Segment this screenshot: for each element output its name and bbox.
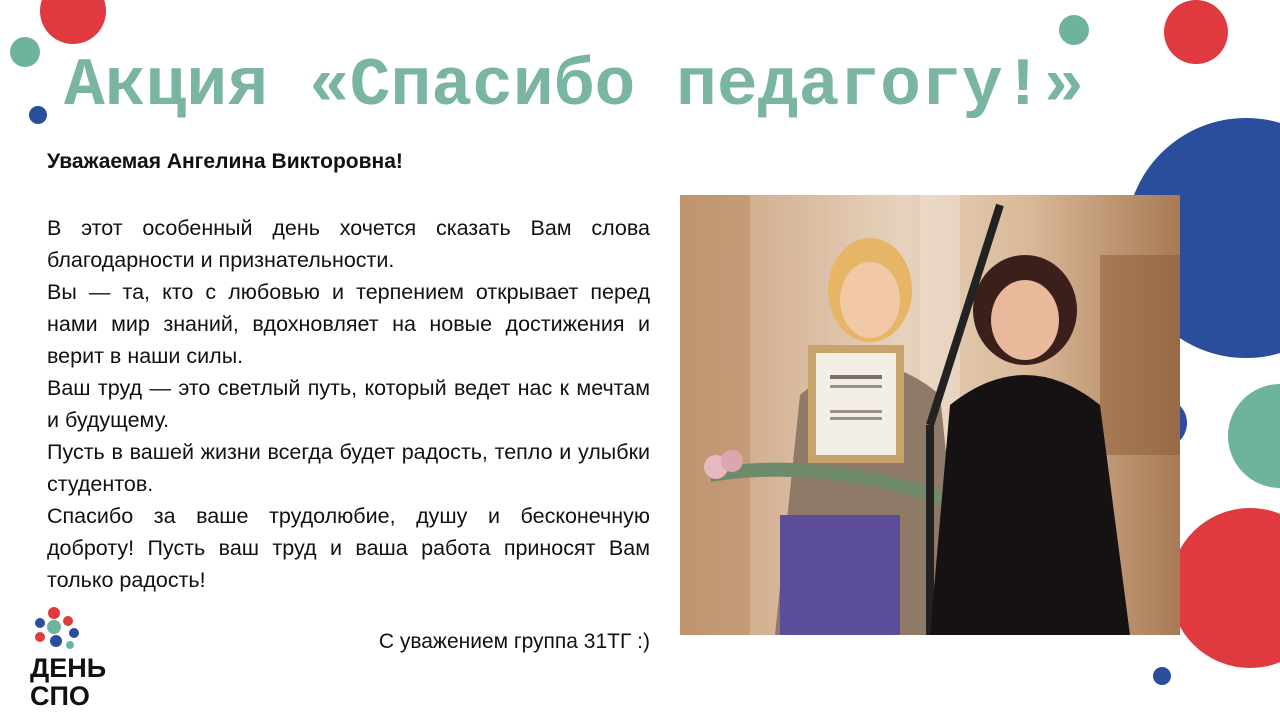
logo-text-line2: СПО — [30, 681, 90, 711]
message-paragraph: Спасибо за ваше трудолюбие, душу и бесконечную доброту! Пусть ваш труд и ваша работа приносят Вам только радость! — [47, 504, 650, 592]
message-body — [47, 212, 650, 596]
award-photo — [680, 195, 1180, 635]
award-photo-illustration — [680, 195, 1180, 635]
decor-circle-teal-right — [1228, 384, 1280, 488]
decor-circle-blue-small-bottom — [1153, 667, 1171, 685]
decor-circle-blue-small-left — [29, 106, 47, 124]
signature: С уважением группа 31ТГ :) — [378, 630, 650, 653]
decor-circle-red-bottom-right — [1170, 508, 1280, 668]
greeting: Уважаемая Ангелина Викторовна! — [47, 150, 403, 173]
message-paragraph: Вы — та, кто с любовью и терпением открывает перед нами мир знаний, вдохновляет на новые достижения и верит в наши силы. — [47, 280, 650, 368]
decor-circle-teal-top-right — [1059, 15, 1089, 45]
den-spo-logo-icon — [30, 605, 90, 653]
slide-title: Акция «Спасибо педагогу!» — [64, 48, 1085, 125]
decor-circle-teal-left — [10, 37, 40, 67]
den-spo-logo — [30, 605, 120, 715]
message-paragraph: В этот особенный день хочется сказать Вам слова благодарности и признательности. — [47, 216, 650, 272]
message-paragraph: Ваш труд — это светлый путь, который ведет нас к мечтам и будущему. — [47, 376, 650, 432]
decor-circle-red-top-left — [40, 0, 106, 44]
message-paragraph: Пусть в вашей жизни всегда будет радость, тепло и улыбки студентов. — [47, 440, 650, 496]
logo-text-line1: ДЕНЬ — [30, 653, 107, 683]
